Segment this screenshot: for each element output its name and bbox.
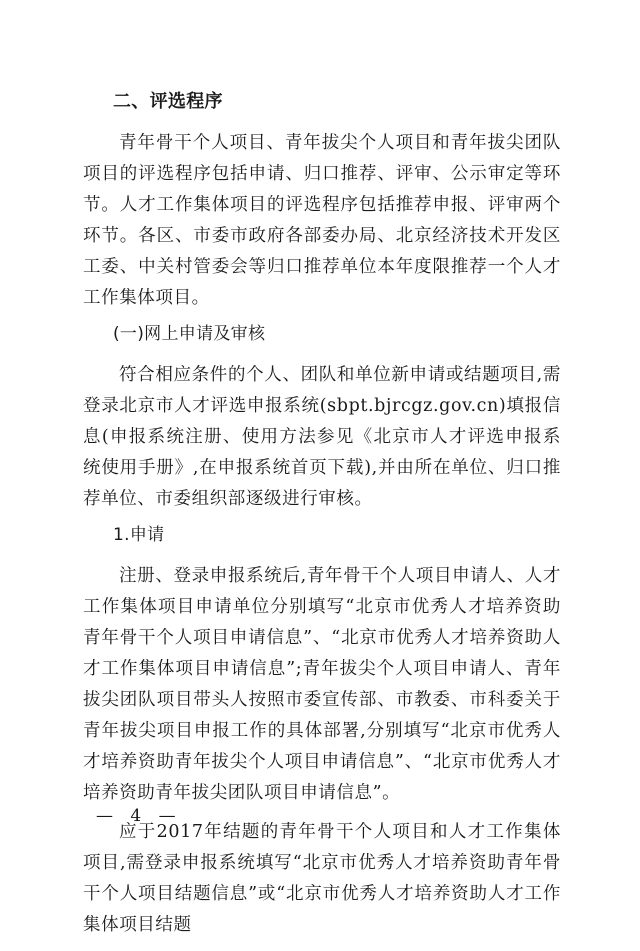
subheading-online-application: (一)网上申请及审核 <box>113 324 266 344</box>
item-label-apply: 1.申请 <box>113 525 165 545</box>
page-number: — 4 — <box>96 806 182 826</box>
paragraph-intro: 青年骨干个人项目、青年拔尖个人项目和青年拔尖团队项目的评选程序包括申请、归口推荐、评审、公示审定等环节。人才工作集体项目的评选程序包括推荐申报、评审两个环节。各区、市委市政府各部委办局、北京经济技术开发区工委、中关村管委会等归口推荐单位本年度限推荐一个人才工作集体项目。 <box>83 133 561 308</box>
paragraph-conclude: 应于2017年结题的青年骨干个人项目和人才工作集体项目,需登录申报系统填写“北京市优秀人才培养资助青年骨干个人项目结题信息”或“北京市优秀人才培养资助人才工作集体项目结题 <box>83 822 561 935</box>
paragraph-apply: 注册、登录申报系统后,青年骨干个人项目申请人、人才工作集体项目申请单位分别填写“北京市优秀人才培养资助青年骨干个人项目申请信息”、“北京市优秀人才培养资助人才工作集体项目申请信息”;青年拔尖个人项目申请人、青年拔尖团队项目带头人按照市委宣传部、市教委、市科委关于青年拔尖项目申报工作的具体部署,分别填写“北京市优秀人才培养资助青年拔尖个人项目申请信息”、“北京市优秀人才培养资助青年拔尖团队项目申请信息”。 <box>83 566 561 803</box>
paragraph-online-application: 符合相应条件的个人、团队和单位新申请或结题项目,需登录北京市人才评选申报系统(sbpt.bjrcgz.gov.cn)填报信息(申报系统注册、使用方法参见《北京市人才评选申报系统使用手册》,在申报系统首页下载),并由所在单位、归口推荐单位、市委组织部逐级进行审核。 <box>83 365 561 509</box>
section-heading: 二、评选程序 <box>113 91 223 112</box>
